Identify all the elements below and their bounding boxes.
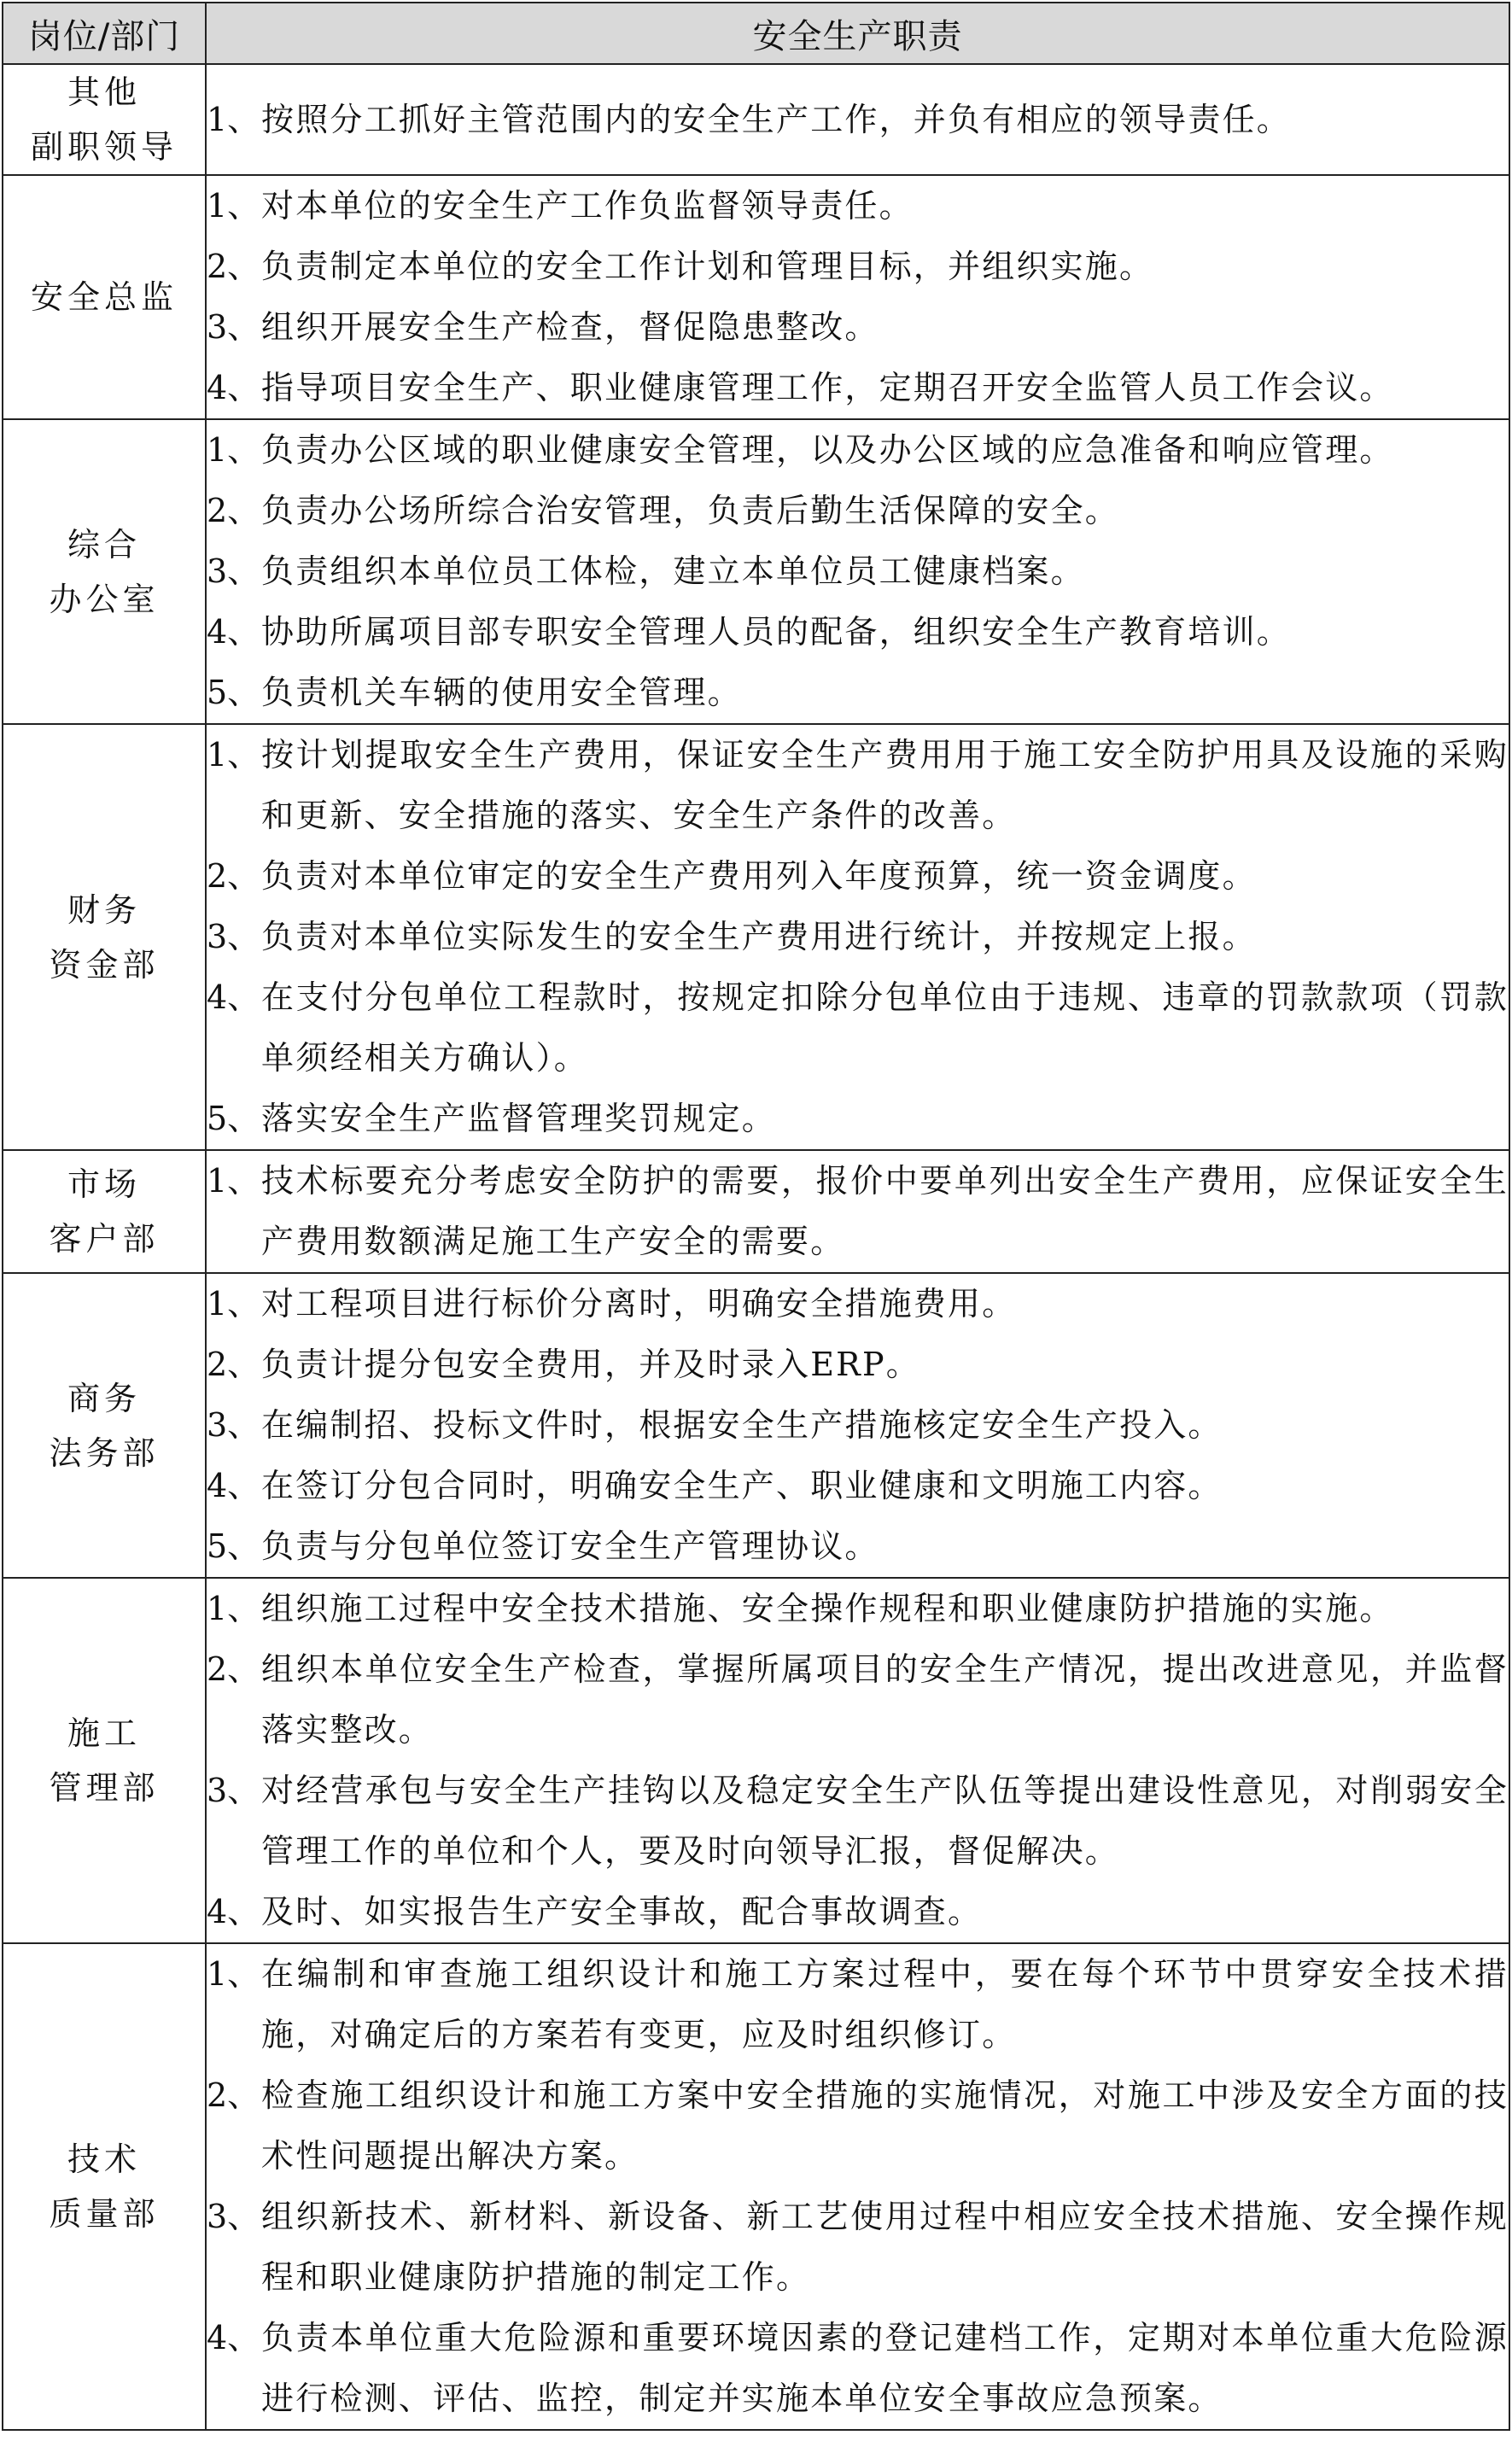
duty-item: [207, 1456, 1509, 1516]
duty-text: 按照分工抓好主管范围内的安全生产工作，并负有相应的领导责任。: [261, 100, 1292, 138]
dept-name-line: 安全总监: [30, 278, 178, 316]
duty-item: [207, 1516, 1509, 1577]
dept-name-line: 办公室: [49, 580, 160, 618]
duty-item: [207, 846, 1509, 907]
duty-text: 负责与分包单位签订安全生产管理协议。: [261, 1527, 879, 1565]
duty-cell: [206, 1150, 1509, 1273]
duty-item: [207, 1761, 1509, 1882]
dept-cell: [3, 1943, 206, 2430]
duty-item: [207, 541, 1509, 602]
duty-item: [207, 297, 1509, 358]
duty-item: [207, 237, 1509, 297]
duty-text: 指导项目安全生产、职业健康管理工作，定期召开安全监管人员工作会议。: [261, 369, 1394, 406]
duty-number: 1、: [207, 100, 260, 138]
table-header-row: [3, 3, 1509, 64]
duty-item: [207, 967, 1509, 1089]
dept-name-line: 副职领导: [30, 128, 178, 166]
duty-text: 组织新技术、新材料、新设备、新工艺使用过程中相应安全技术措施、安全操作规程和职业健康防护措施的制定工作。: [261, 2198, 1509, 2296]
dept-cell: [3, 1150, 206, 1273]
table-row: [3, 1273, 1509, 1578]
duty-number: 1、: [207, 1955, 260, 1993]
table-row: [3, 1578, 1509, 1943]
duty-number: 5、: [207, 1527, 260, 1565]
dept-name-line: 综合: [67, 525, 141, 564]
duty-text: 技术标要充分考虑安全防护的需要，报价中要单列出安全生产费用，应保证安全生产费用数额满足施工生产安全的需要。: [261, 1162, 1509, 1260]
dept-name-line: 客户部: [49, 1220, 160, 1258]
dept-name-line: 市场: [67, 1165, 141, 1203]
duty-text: 负责对本单位审定的安全生产费用列入年度预算，统一资金调度。: [261, 857, 1257, 895]
duty-cell: [206, 1273, 1509, 1578]
duty-item: [207, 602, 1509, 663]
duty-text: 负责对本单位实际发生的安全生产费用进行统计，并按规定上报。: [261, 918, 1257, 955]
duty-number: 3、: [207, 308, 260, 346]
duty-item: [207, 1882, 1509, 1942]
duty-text: 负责计提分包安全费用，并及时录入ERP。: [261, 1346, 920, 1383]
dept-name-line: 技术: [67, 2140, 141, 2178]
dept-cell: [3, 1578, 206, 1943]
duty-number: 1、: [207, 187, 260, 225]
duty-cell: [206, 1578, 1509, 1943]
duty-text: 检查施工组织设计和施工方案中安全措施的实施情况，对施工中涉及安全方面的技术性问题提出解决方案。: [261, 2076, 1509, 2175]
duty-number: 2、: [207, 857, 260, 895]
duty-number: 4、: [207, 369, 260, 406]
duty-item: [207, 663, 1509, 723]
duty-item: [207, 2308, 1509, 2429]
dept-cell: [3, 419, 206, 724]
dept-cell: [3, 64, 206, 175]
dept-name-line: 财务: [67, 891, 141, 929]
table-row: [3, 724, 1509, 1150]
duty-number: 1、: [207, 1590, 260, 1627]
duty-text: 在支付分包单位工程款时，按规定扣除分包单位由于违规、违章的罚款款项（罚款单须经相关方确认）。: [261, 978, 1509, 1077]
duty-item: [207, 2065, 1509, 2187]
dept-name-line: 法务部: [49, 1434, 160, 1472]
dept-name-line: 施工: [67, 1714, 141, 1752]
duty-item: [207, 2187, 1509, 2308]
duty-text: 对工程项目进行标价分离时，明确安全措施费用。: [261, 1285, 1017, 1323]
duty-item: [207, 907, 1509, 967]
duty-item: [207, 725, 1509, 846]
dept-cell: [3, 724, 206, 1150]
duty-cell: [206, 419, 1509, 724]
duty-text: 在签订分包合同时，明确安全生产、职业健康和文明施工内容。: [261, 1467, 1223, 1504]
header-dept: 岗位/部门: [3, 3, 206, 64]
duty-item: [207, 1334, 1509, 1395]
table-row: [3, 1150, 1509, 1273]
duty-item: [207, 176, 1509, 237]
duty-item: [207, 481, 1509, 541]
duty-item: [207, 1639, 1509, 1761]
duty-text: 按计划提取安全生产费用，保证安全生产费用用于施工安全防护用具及设施的采购和更新、安全措施的落实、安全生产条件的改善。: [261, 736, 1509, 834]
duty-number: 3、: [207, 1406, 260, 1444]
duty-text: 在编制和审查施工组织设计和施工方案过程中，要在每个环节中贯穿安全技术措施，对确定后的方案若有变更，应及时组织修订。: [261, 1955, 1509, 2053]
duty-number: 3、: [207, 1772, 260, 1809]
duty-number: 4、: [207, 2319, 260, 2356]
table-row: [3, 64, 1509, 175]
duty-number: 2、: [207, 1650, 260, 1688]
duty-number: 3、: [207, 552, 260, 590]
duty-number: 1、: [207, 736, 260, 774]
duty-text: 负责本单位重大危险源和重要环境因素的登记建档工作，定期对本单位重大危险源进行检测、评估、监控，制定并实施本单位安全事故应急预案。: [261, 2319, 1509, 2417]
duty-item: [207, 1579, 1509, 1639]
duty-number: 3、: [207, 918, 260, 955]
duty-number: 4、: [207, 978, 260, 1016]
duty-text: 落实安全生产监督管理奖罚规定。: [261, 1100, 777, 1137]
duty-number: 1、: [207, 1162, 260, 1200]
dept-name-line: 其他: [67, 73, 141, 111]
table-row: [3, 1943, 1509, 2430]
duty-item: [207, 90, 1509, 150]
duty-number: 4、: [207, 613, 260, 651]
duty-text: 负责办公区域的职业健康安全管理，以及办公区域的应急准备和响应管理。: [261, 431, 1394, 469]
dept-name-line: 管理部: [49, 1769, 160, 1807]
duty-item: [207, 420, 1509, 481]
table-row: [3, 175, 1509, 419]
duty-item: [207, 1395, 1509, 1456]
duty-text: 对经营承包与安全生产挂钩以及稳定安全生产队伍等提出建设性意见，对削弱安全管理工作的单位和个人，要及时向领导汇报，督促解决。: [261, 1772, 1509, 1870]
duty-item: [207, 1274, 1509, 1334]
duty-text: 协助所属项目部专职安全管理人员的配备，组织安全生产教育培训。: [261, 613, 1292, 651]
duty-number: 3、: [207, 2198, 260, 2235]
duty-number: 5、: [207, 1100, 260, 1137]
duty-number: 1、: [207, 431, 260, 469]
table-row: [3, 419, 1509, 724]
duty-text: 负责制定本单位的安全工作计划和管理目标，并组织实施。: [261, 248, 1154, 285]
duty-text: 组织开展安全生产检查，督促隐患整改。: [261, 308, 879, 346]
duty-text: 负责办公场所综合治安管理，负责后勤生活保障的安全。: [261, 492, 1120, 529]
duty-number: 4、: [207, 1467, 260, 1504]
duty-text: 及时、如实报告生产安全事故，配合事故调查。: [261, 1893, 983, 1930]
duty-item: [207, 1089, 1509, 1149]
duty-text: 负责机关车辆的使用安全管理。: [261, 674, 742, 711]
duty-item: [207, 1944, 1509, 2065]
duty-item: [207, 1151, 1509, 1272]
duty-number: 2、: [207, 248, 260, 285]
header-duty: 安全生产职责: [206, 3, 1509, 64]
duty-text: 对本单位的安全生产工作负监督领导责任。: [261, 187, 914, 225]
dept-name-line: 质量部: [49, 2195, 160, 2233]
dept-name-line: 商务: [67, 1379, 141, 1417]
duty-number: 5、: [207, 674, 260, 711]
table-body: [3, 64, 1509, 2430]
duty-number: 2、: [207, 2076, 260, 2114]
duty-cell: [206, 175, 1509, 419]
duty-number: 2、: [207, 1346, 260, 1383]
duty-cell: [206, 724, 1509, 1150]
dept-cell: [3, 1273, 206, 1578]
duty-cell: [206, 1943, 1509, 2430]
duty-number: 4、: [207, 1893, 260, 1930]
duty-number: 1、: [207, 1285, 260, 1323]
safety-responsibility-table: [2, 2, 1510, 2431]
duty-number: 2、: [207, 492, 260, 529]
duty-text: 负责组织本单位员工体检，建立本单位员工健康档案。: [261, 552, 1085, 590]
duty-cell: [206, 64, 1509, 175]
duty-text: 组织施工过程中安全技术措施、安全操作规程和职业健康防护措施的实施。: [261, 1590, 1394, 1627]
duty-item: [207, 358, 1509, 418]
dept-cell: [3, 175, 206, 419]
duty-text: 在编制招、投标文件时，根据安全生产措施核定安全生产投入。: [261, 1406, 1223, 1444]
duty-text: 组织本单位安全生产检查，掌握所属项目的安全生产情况，提出改进意见，并监督落实整改。: [261, 1650, 1509, 1749]
dept-name-line: 资金部: [49, 945, 160, 984]
